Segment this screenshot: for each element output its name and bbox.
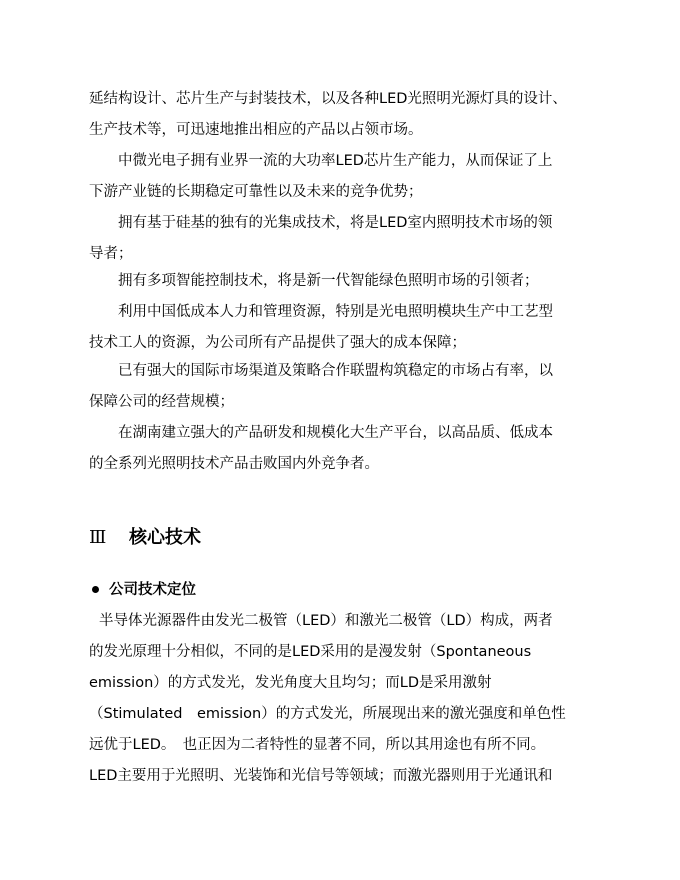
bullet-icon (92, 586, 99, 593)
text-line: 导者； (89, 246, 133, 262)
text-line: 在湖南建立强大的产品研发和规模化大生产平台，以高品质、低成本 (118, 425, 553, 441)
text-line: 延结构设计、芯片生产与封装技术，以及各种LED光照明光源灯具的设计、 (89, 91, 567, 107)
text-line: 已有强大的国际市场渠道及策略合作联盟构筑稳定的市场占有率，以 (118, 363, 553, 379)
text-line: （Stimulated emission）的方式发光，所展现出来的激光强度和单色性 (89, 706, 566, 722)
paragraph-smart-control (89, 266, 609, 297)
paragraph-silicon-integration (89, 208, 609, 270)
text-line: 保障公司的经营规模； (89, 394, 234, 410)
section-heading (89, 523, 201, 553)
subsection-heading (89, 575, 196, 605)
section-title: 核心技术 (129, 527, 201, 548)
text-line: emission）的方式发光，发光角度大且均匀；而LD是采用激射 (89, 675, 492, 691)
text-line: LED主要用于光照明、光装饰和光信号等领域；而激光器则用于光通讯和 (89, 768, 553, 784)
text-line: 远优于LED。 也正因为二者特性的显著不同，所以其用途也有所不同。 (89, 737, 546, 753)
text-line: 中微光电子拥有业界一流的大功率LED芯片生产能力，从而保证了上 (118, 153, 553, 169)
paragraph-market-channels (89, 356, 609, 418)
paragraph-low-cost-resources (89, 297, 609, 359)
text-line: 利用中国低成本人力和管理资源，特别是光电照明模块生产中工艺型 (118, 304, 553, 320)
paragraph-hunan-platform (89, 418, 609, 480)
text-line: 的全系列光照明技术产品击败国内外竞争者。 (89, 456, 379, 472)
text-line: 下游产业链的长期稳定可靠性以及未来的竞争优势； (89, 184, 423, 200)
text-line: 技术工人的资源，为公司所有产品提供了强大的成本保障； (89, 335, 466, 351)
subsection-title: 公司技术定位 (109, 582, 196, 598)
paragraph-chip-capacity (89, 146, 609, 208)
text-line: 拥有多项智能控制技术，将是新一代智能绿色照明市场的引领者； (118, 273, 539, 289)
text-line: 生产技术等，可迅速地推出相应的产品以占领市场。 (89, 122, 423, 138)
text-line: 拥有基于硅基的独有的光集成技术，将是LED室内照明技术市场的领 (118, 215, 553, 231)
paragraph-design-tech (89, 84, 609, 146)
paragraph-light-source-devices (89, 606, 609, 792)
text-line: 半导体光源器件由发光二极管（LED）和激光二极管（LD）构成，两者 (99, 613, 553, 629)
text-line: 的发光原理十分相似，不同的是LED采用的是漫发射（Spontaneous (89, 644, 532, 660)
section-number: Ⅲ (89, 527, 107, 548)
